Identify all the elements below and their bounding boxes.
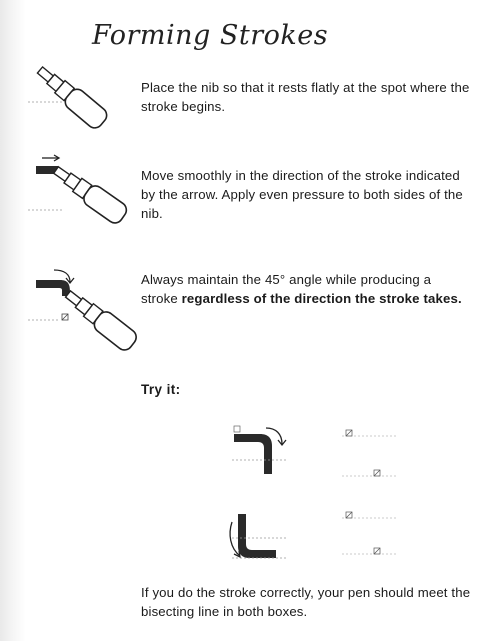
pen-illustration-step-2 bbox=[24, 152, 144, 242]
pen-illustration-step-1 bbox=[24, 60, 134, 140]
closing-text: If you do the stroke correctly, your pen should meet the bisecting line in both boxes. bbox=[141, 585, 471, 619]
pen-illustration-step-3 bbox=[24, 262, 154, 362]
practice-guide-boxes bbox=[336, 424, 406, 564]
step-2-text: Move smoothly in the direction of the stroke indicated by the arrow. Apply even pressure to both sides of the nib. bbox=[141, 168, 463, 221]
step-3-text-plain: Always maintain the 45° angle while producing a stroke bbox=[141, 272, 432, 306]
page-title: Forming Strokes bbox=[91, 20, 329, 51]
try-it-label: Try it: bbox=[141, 382, 181, 397]
step-3-text-bold: regardless of the direction the stroke takes. bbox=[181, 291, 462, 306]
practice-stroke-example-1 bbox=[228, 420, 298, 480]
step-1-text: Place the nib so that it rests flatly at the spot where the stroke begins. bbox=[141, 80, 470, 114]
practice-stroke-example-2 bbox=[224, 508, 304, 568]
step-3-text bbox=[141, 270, 471, 308]
